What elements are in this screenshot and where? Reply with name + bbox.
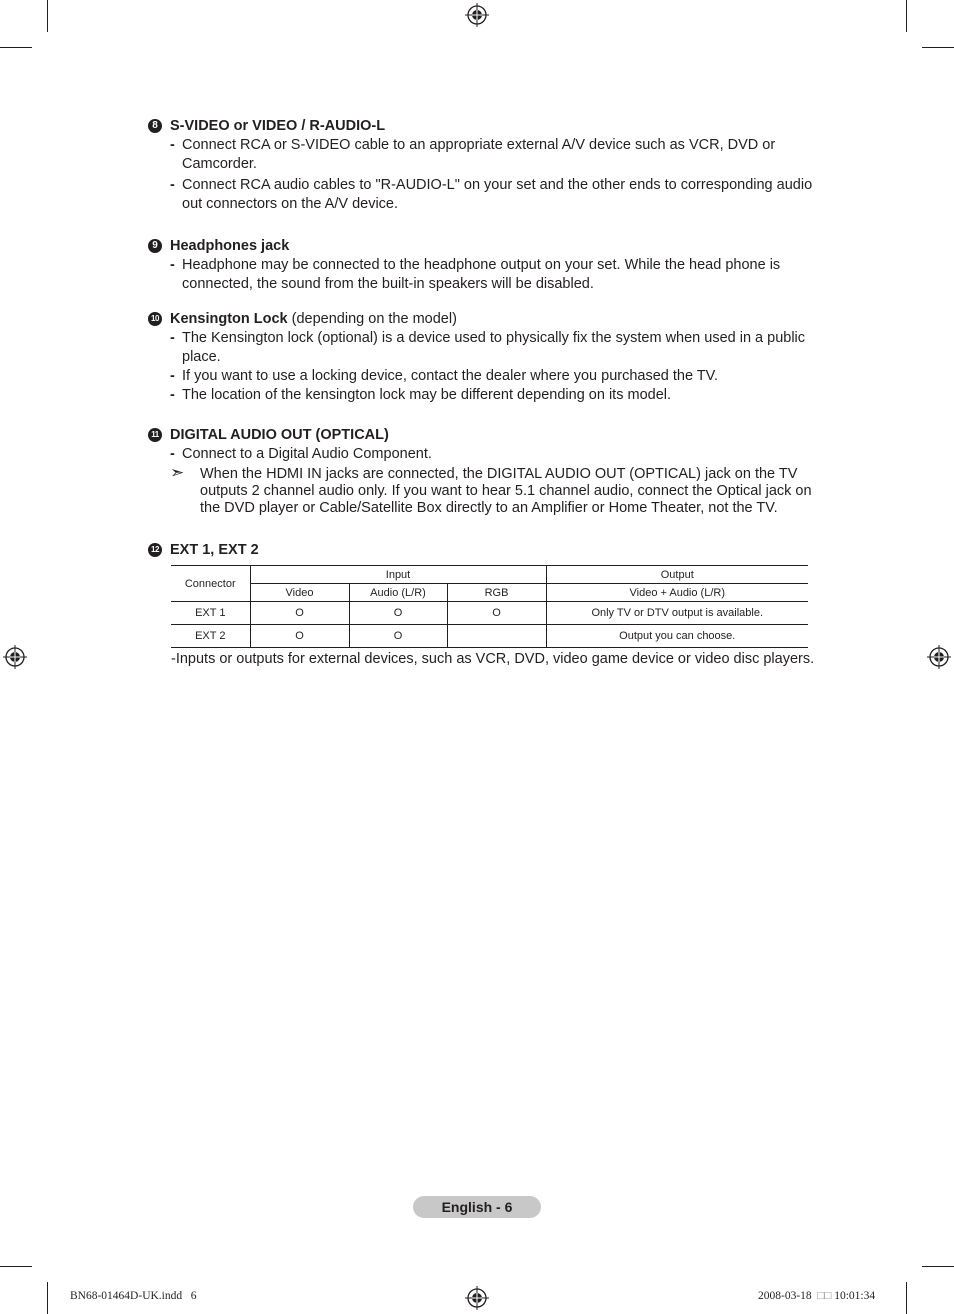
- list-item: [148, 136, 828, 174]
- slug-time: 10:01:34: [834, 1290, 876, 1302]
- crop-mark: [906, 1282, 907, 1314]
- section-heading: [148, 310, 828, 329]
- section-title-suffix: (depending on the model): [291, 311, 457, 327]
- section-title: DIGITAL AUDIO OUT (OPTICAL): [170, 427, 389, 443]
- dash-marker: -: [170, 137, 175, 153]
- crop-mark: [47, 1282, 48, 1314]
- slug-timestamp: [758, 1290, 875, 1302]
- table-row: [171, 625, 808, 648]
- section-heading: [148, 426, 828, 445]
- audio-cell: O: [349, 602, 447, 625]
- table-subheader-row: [171, 584, 808, 602]
- slug-file: BN68-01464D-UK.indd 6: [70, 1290, 197, 1302]
- dash-marker: -: [170, 387, 175, 403]
- output-header: Output: [546, 566, 808, 584]
- crop-mark: [0, 1266, 32, 1267]
- number-8-icon: 8: [148, 119, 162, 133]
- bullet-text: The Kensington lock (optional) is a device used to physically fix the system when used in a public place.: [182, 330, 806, 365]
- list-item: [148, 176, 828, 214]
- number-9-icon: 9: [148, 239, 162, 253]
- section-title: EXT 1, EXT 2: [170, 542, 259, 558]
- dash-marker: -: [170, 330, 175, 346]
- bullet-text: Connect RCA audio cables to "R-AUDIO-L" on your set and the other ends to corresponding audio out connectors on the A/V device.: [182, 177, 813, 212]
- slug-garbled: □□: [817, 1290, 832, 1302]
- output-sub-header: Video + Audio (L/R): [546, 584, 808, 602]
- list-item: [148, 367, 828, 386]
- section-heading: [148, 541, 828, 560]
- bullet-text: The location of the kensington lock may be different depending on its model.: [182, 387, 672, 403]
- connector-cell: EXT 2: [171, 625, 250, 648]
- crop-mark: [922, 1266, 954, 1267]
- list-item: [148, 386, 828, 405]
- section-digital-audio-out: [148, 426, 828, 541]
- page-number-badge: English - 6: [413, 1196, 541, 1218]
- number-10-icon: 10: [148, 312, 162, 326]
- input-header: Input: [250, 566, 546, 584]
- video-cell: O: [250, 625, 349, 648]
- dash-marker: -: [170, 368, 175, 384]
- dash-marker: -: [170, 177, 175, 193]
- audio-header: Audio (L/R): [349, 584, 447, 602]
- slug-date: 2008-03-18: [758, 1290, 812, 1302]
- rgb-cell: [447, 625, 546, 648]
- registration-mark-icon: [465, 3, 489, 27]
- video-header: Video: [250, 584, 349, 602]
- rgb-header: RGB: [447, 584, 546, 602]
- number-11-icon: 11: [148, 428, 162, 442]
- manual-content: [148, 117, 828, 560]
- crop-mark: [47, 0, 48, 32]
- footnote: -Inputs or outputs for external devices, such as VCR, DVD, video game device or video disc players.: [171, 651, 815, 667]
- connector-cell: EXT 1: [171, 602, 250, 625]
- list-item: [148, 445, 828, 464]
- note-arrow-icon: ➣: [170, 463, 185, 482]
- list-item: [148, 256, 828, 294]
- table-header-row: [171, 566, 808, 584]
- note: [148, 463, 828, 517]
- dash-marker: -: [170, 257, 175, 273]
- video-cell: O: [250, 602, 349, 625]
- bullet-text: Headphone may be connected to the headphone output on your set. While the head phone is connected, the sound from the built-in speakers will be disabled.: [182, 257, 781, 292]
- output-cell: Only TV or DTV output is available.: [546, 602, 808, 625]
- section-title: S-VIDEO or VIDEO / R-AUDIO-L: [170, 118, 386, 134]
- table-row: [171, 602, 808, 625]
- crop-mark: [0, 47, 32, 48]
- section-title: [170, 310, 457, 329]
- section-title: Headphones jack: [170, 238, 290, 254]
- dash-marker: -: [170, 446, 175, 462]
- section-heading: [148, 237, 828, 256]
- output-cell: Output you can choose.: [546, 625, 808, 648]
- registration-mark-icon: [3, 645, 27, 669]
- rgb-cell: O: [447, 602, 546, 625]
- section-kensington: [148, 310, 828, 426]
- section-heading: [148, 117, 828, 136]
- connector-header: Connector: [171, 566, 250, 602]
- crop-mark: [906, 0, 907, 32]
- list-item: [148, 329, 828, 367]
- note-text: When the HDMI IN jacks are connected, the DIGITAL AUDIO OUT (OPTICAL) jack on the TV outputs 2 channel audio only. If you want to hear 5.1 channel audio, connect the Optical jack on the DVD player or Cable/Satellite Box directly to an Amplifier or Home Theater, not the TV.: [200, 466, 812, 516]
- section-svideo: [148, 117, 828, 237]
- number-12-icon: 12: [148, 543, 162, 557]
- section-headphones: [148, 237, 828, 310]
- audio-cell: O: [349, 625, 447, 648]
- section-title-bold: Kensington Lock: [170, 311, 288, 327]
- section-ext: [148, 541, 828, 560]
- bullet-text: If you want to use a locking device, contact the dealer where you purchased the TV.: [182, 368, 719, 384]
- ext-connector-table: [171, 565, 808, 648]
- crop-mark: [922, 47, 954, 48]
- bullet-text: Connect RCA or S-VIDEO cable to an appropriate external A/V device such as VCR, DVD or Camcorder.: [182, 137, 776, 172]
- registration-mark-icon: [465, 1286, 489, 1310]
- bullet-text: Connect to a Digital Audio Component.: [182, 446, 432, 462]
- registration-mark-icon: [927, 645, 951, 669]
